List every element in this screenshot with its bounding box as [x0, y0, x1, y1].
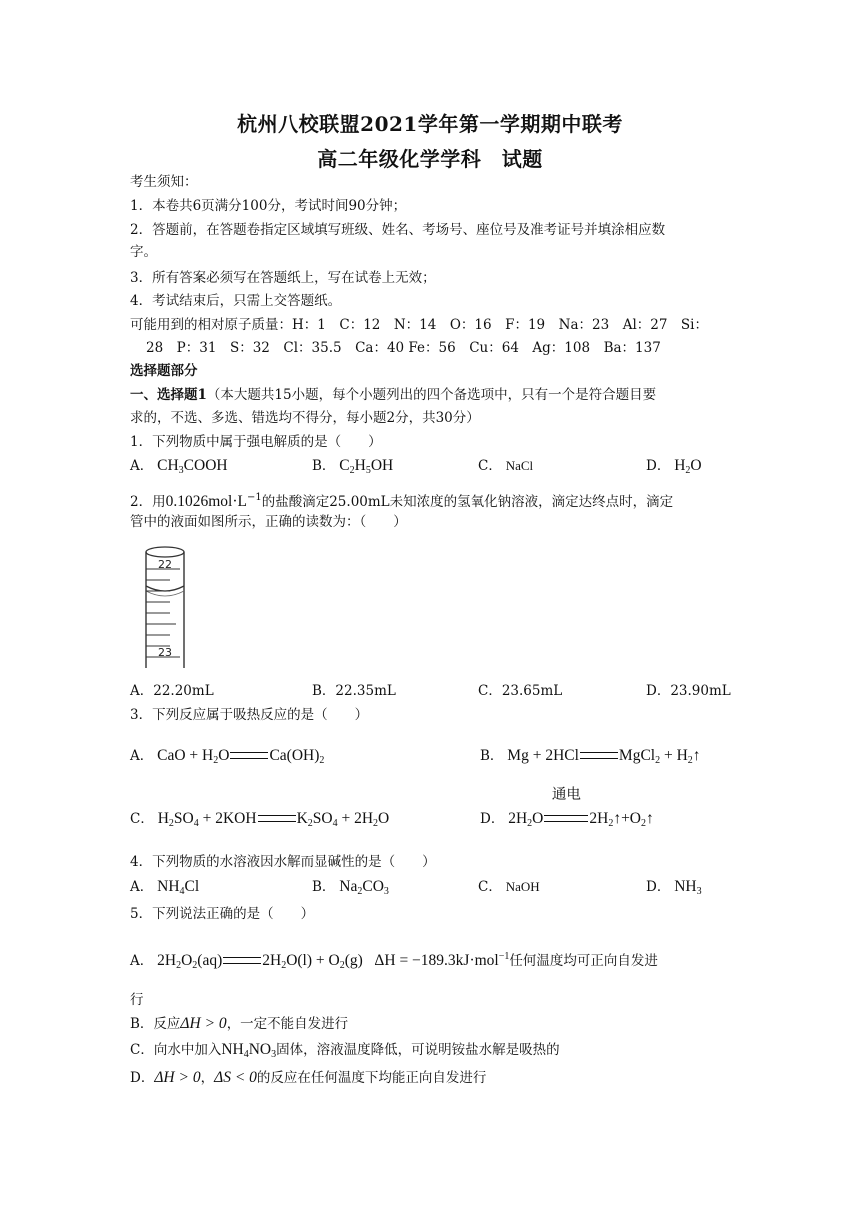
q3-option-d: D． $2H_2O$ 通电 $2H_2↑+O_2↑$	[480, 808, 654, 835]
part-title: 选择题部分	[130, 363, 198, 379]
notice-item-2: 2．答题前，在答题卷指定区域填写班级、姓名、考场号、座位号及准考证号并填涂相应数	[130, 222, 666, 238]
notice-item-4: 4．考试结束后，只需上交答题纸。	[130, 293, 342, 309]
q1-option-a: A． $CH_3COOH$	[130, 457, 228, 476]
q1-stem: 1．下列物质中属于强电解质的是（ ）	[130, 434, 382, 450]
notice-item-2-wrap: 字。	[130, 244, 157, 260]
q2-option-a: A．22.20mL	[130, 683, 214, 699]
burette-tick-23: 23	[158, 646, 172, 659]
section-heading-line2: 求的，不选、多选、错选均不得分，每小题2分，共30分）	[130, 410, 480, 426]
q5-option-d: D．ΔH > 0，ΔS < 0的反应在任何温度下均能正向自发进行	[130, 1069, 487, 1086]
q5-option-b: B．反应ΔH > 0，一定不能自发进行	[130, 1015, 349, 1032]
q1-option-b: B． $C_2H_5OH$	[312, 457, 394, 476]
q3-option-c: C． $H_2SO_4 + 2KOH$ $K_2SO_4 + 2H_2O$	[130, 810, 390, 829]
burette-tick-22: 22	[158, 558, 172, 571]
section-heading-bold: 一、选择题1	[130, 387, 207, 403]
q2-option-c: C．23.65mL	[478, 683, 563, 699]
q4-option-c: C． NaOH	[478, 879, 540, 895]
q4-option-b: B． $Na_2CO_3$	[312, 878, 389, 897]
q5-stem: 5．下列说法正确的是（ ）	[130, 906, 315, 922]
exam-title-line1: 杭州八校联盟2021学年第一学期期中联考	[237, 112, 623, 136]
q5-option-a: A． $2H_2O_2(aq) 2H_2O(l) + O_2(g) \Delta H = -189.3kJ\cdot mol^{-1}$任何温度均可正向自发进	[130, 951, 658, 971]
electrolysis-condition: 通电	[551, 787, 581, 803]
notice-item-1: 1．本卷共6页满分100分，考试时间90分钟；	[130, 198, 407, 214]
atomic-masses-line2: 28 P：31 S：32 Cl：35.5 Ca：40 Fe：56 Cu：64 Ag：108 Ba：137	[146, 340, 661, 356]
q4-option-d: D． $NH_3$	[646, 878, 702, 897]
q4-option-a: A． $NH_4Cl$	[130, 878, 200, 897]
q1-option-c: C． NaCl	[478, 458, 534, 474]
q2-option-b: B．22.35mL	[312, 683, 396, 699]
q2-stem-line1: 2．用$0.1026mol\cdot L^{-1}$的盐酸滴定25.00mL未知浓度的氢氧化钠溶液，滴定达终点时，滴定	[130, 492, 674, 510]
section-heading-rest: （本大题共15小题，每个小题列出的四个备选项中，只有一个是符合题目要	[206, 387, 657, 403]
q2-option-d: D．23.90mL	[646, 683, 731, 699]
q5-option-c: C．向水中加入$NH_4NO_3$固体，溶液温度降低，可说明铵盐水解是吸热的	[130, 1041, 560, 1060]
q5-option-a-wrap: 行	[130, 992, 144, 1008]
atomic-masses-line1: 可能用到的相对原子质量：H：1 C：12 N：14 O：16 F：19 Na：23 Al：27 Si：	[130, 317, 709, 333]
notice-heading: 考生须知：	[130, 174, 198, 190]
q3-option-b: B． Mg + 2HCl MgCl$_2$ + $H_2↑$	[480, 747, 701, 766]
burette-figure	[140, 542, 190, 672]
q3-option-a: A． CaO + $H_2O$ $Ca(OH)_2$	[130, 747, 325, 766]
q2-stem-line2: 管中的液面如图所示，正确的读数为：（ ）	[130, 514, 407, 530]
notice-item-3: 3．所有答案必须写在答题纸上，写在试卷上无效；	[130, 270, 436, 286]
section-heading-line1	[130, 385, 740, 405]
q3-stem: 3．下列反应属于吸热反应的是（ ）	[130, 707, 369, 723]
q4-stem: 4．下列物质的水溶液因水解而显碱性的是（ ）	[130, 854, 436, 870]
q1-option-d: D． $H_2O$	[646, 457, 702, 476]
exam-title-line2: 高二年级化学学科 试题	[317, 147, 543, 171]
